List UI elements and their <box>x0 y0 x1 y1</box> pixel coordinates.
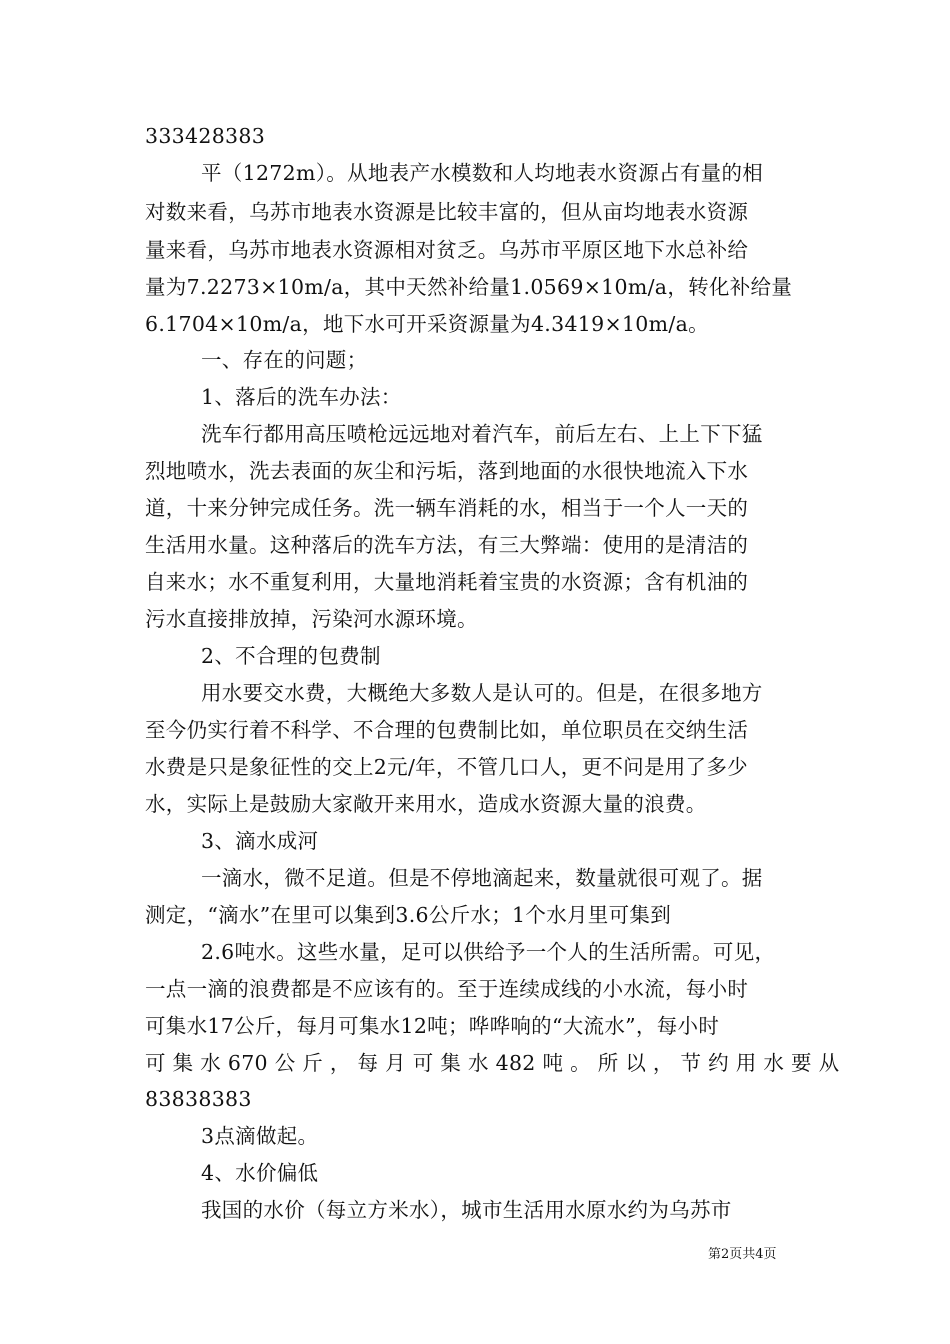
text-line-16: 用水要交水费，大概绝大多数人是认可的。但是，在很多地方 <box>201 681 763 705</box>
text-line-9: 洗车行都用高压喷枪远远地对着汽车，前后左右、上上下下猛 <box>201 422 763 446</box>
text-line-4: 量来看，乌苏市地表水资源相对贫乏。乌苏市平原区地下水总补给 <box>145 238 749 262</box>
text-line-5: 量为7.2273×10m/a，其中天然补给量1.0569×10m/a，转化补给量 <box>145 275 793 299</box>
text-line-17: 至今仍实行着不科学、不合理的包费制比如，单位职员在交纳生活 <box>145 718 749 742</box>
text-line-6: 6.1704×10m/a，地下水可开采资源量为4.3419×10m/a。 <box>145 312 709 336</box>
text-line-23: 2.6吨水。这些水量，足可以供给予一个人的生活所需。可见， <box>201 940 776 964</box>
text-line-1: 333428383 <box>145 124 266 148</box>
text-line-30: 我国的水价（每立方米水），城市生活用水原水约为乌苏市 <box>201 1198 732 1222</box>
subheading-dripping: 3、滴水成河 <box>201 829 319 853</box>
text-line-26: 可 集 水 670 公 斤 ， 每 月 可 集 水 482 吨 。 所 以 ， 节 约 用 水 要 从 <box>145 1051 840 1075</box>
text-line-12: 生活用水量。这种落后的洗车方法，有三大弊端：使用的是清洁的 <box>145 533 749 557</box>
subheading-car-wash: 1、落后的洗车办法： <box>201 385 402 409</box>
text-line-19: 水，实际上是鼓励大家敞开来用水，造成水资源大量的浪费。 <box>145 792 707 816</box>
text-line-27: 83838383 <box>145 1087 252 1111</box>
subheading-low-price: 4、水价偏低 <box>201 1161 319 1185</box>
text-line-13: 自来水；水不重复利用，大量地消耗着宝贵的水资源；含有机油的 <box>145 570 749 594</box>
text-line-28: 3点滴做起。 <box>201 1124 319 1148</box>
text-line-11: 道，十来分钟完成任务。洗一辆车消耗的水，相当于一个人一天的 <box>145 496 749 520</box>
text-line-22: 测定，“滴水”在里可以集到3.6公斤水；1个水月里可集到 <box>145 903 672 927</box>
subheading-flat-fee: 2、不合理的包费制 <box>201 644 381 668</box>
text-line-2: 平（1272m）。从地表产水模数和人均地表水资源占有量的相 <box>201 161 764 185</box>
text-line-24: 一点一滴的浪费都是不应该有的。至于连续成线的小水流，每小时 <box>145 977 749 1001</box>
section-heading-problems: 一、存在的问题； <box>201 348 368 372</box>
page-number-footer: 第2页共4页 <box>708 1247 777 1262</box>
text-line-21: 一滴水，微不足道。但是不停地滴起来，数量就很可观了。据 <box>201 866 763 890</box>
text-line-25: 可集水17公斤，每月可集水12吨；哗哗响的“大流水”，每小时 <box>145 1014 720 1038</box>
text-line-14: 污水直接排放掉，污染河水源环境。 <box>145 607 478 631</box>
text-line-18: 水费是只是象征性的交上2元/年，不管几口人，更不问是用了多少 <box>145 755 748 779</box>
text-line-3: 对数来看，乌苏市地表水资源是比较丰富的，但从亩均地表水资源 <box>145 200 749 224</box>
text-line-10: 烈地喷水，洗去表面的灰尘和污垢，落到地面的水很快地流入下水 <box>145 459 749 483</box>
